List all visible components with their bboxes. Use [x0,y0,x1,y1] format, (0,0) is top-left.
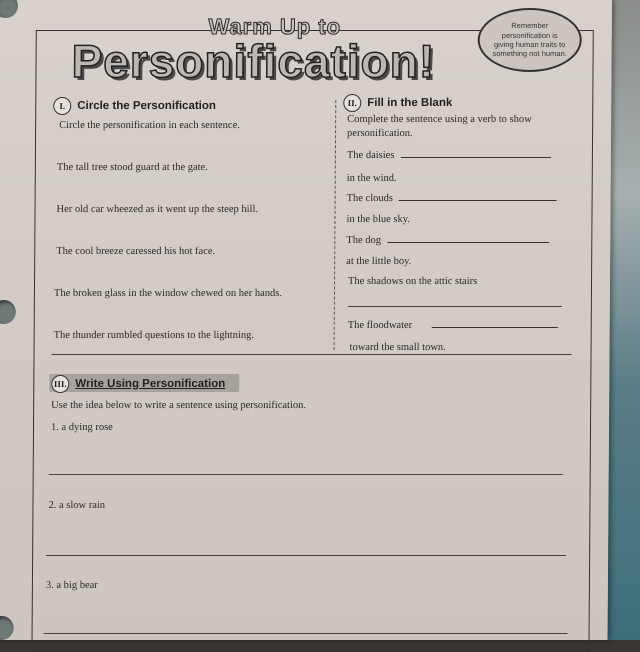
prompt-1: 1. a dying rose [50,422,113,433]
section-2-numeral: II. [343,94,361,112]
section-1-numeral: I. [53,97,71,115]
sentence-4[interactable]: The broken glass in the window chewed on her hands. [53,288,283,299]
reminder-bubble [477,8,581,72]
fill-blank-1[interactable] [400,156,550,158]
fill-item-4-start: The shadows on the attic stairs [347,276,478,287]
sentence-5[interactable]: The thunder rumbled questions to the lightning. [53,330,255,341]
binder-hole-middle [0,300,16,324]
section-3-title: Write Using Personification [75,378,226,390]
section-3-heading [51,375,225,393]
section-2-instruction-2: personification. [347,128,413,139]
fill-item-1-end: in the wind. [346,173,397,184]
section-3-numeral: III. [51,375,69,393]
fill-item-1-start: The daisies [346,150,395,161]
title-personification: Personification! [71,35,436,87]
section-2-heading [343,94,452,112]
sentence-1[interactable]: The tall tree stood guard at the gate. [56,162,208,173]
section-1-heading [53,97,216,115]
answer-line-1[interactable] [49,474,563,475]
fill-blank-2[interactable] [399,199,557,201]
answer-line-2[interactable] [46,555,566,556]
fill-item-5 [348,320,559,331]
fill-item-3-start: The dog [346,235,382,246]
sentence-3[interactable]: The cool breeze caressed his hot face. [56,246,216,257]
fill-item-5-end: toward the small town. [349,342,446,353]
fill-blank-5[interactable] [432,326,558,328]
section-1-instruction: Circle the personification in each sentence. [59,120,240,131]
fill-item-1 [347,150,551,161]
fill-blank-3[interactable] [387,241,549,243]
fill-item-5-start: The floodwater [347,320,413,331]
fill-item-3 [346,235,549,246]
reminder-text: Remember personification is giving human traits to something not human. [492,21,567,59]
section-1-title: Circle the Personification [77,100,216,112]
sentence-2[interactable]: Her old car wheezed as it went up the steep hill. [56,204,259,215]
section-3-instruction: Use the idea below to write a sentence using personification. [51,400,307,411]
fill-item-3-end: at the little boy. [346,256,412,267]
prompt-2: 2. a slow rain [48,500,106,511]
section-separator [52,354,572,355]
fill-item-2 [347,193,557,204]
fill-item-2-start: The clouds [346,193,394,204]
fill-item-2-end: in the blue sky. [346,214,410,225]
section-2-instruction-1: Complete the sentence using a verb to show [347,114,532,125]
prompt-3: 3. a big bear [45,580,98,591]
section-2-title: Fill in the Blank [367,97,453,109]
fill-blank-4[interactable] [348,306,562,307]
title-warm-up: Warm Up to [208,14,342,39]
answer-line-3[interactable] [44,633,568,634]
binder-hole-top [0,0,18,18]
binder-hole-bottom [0,616,14,640]
